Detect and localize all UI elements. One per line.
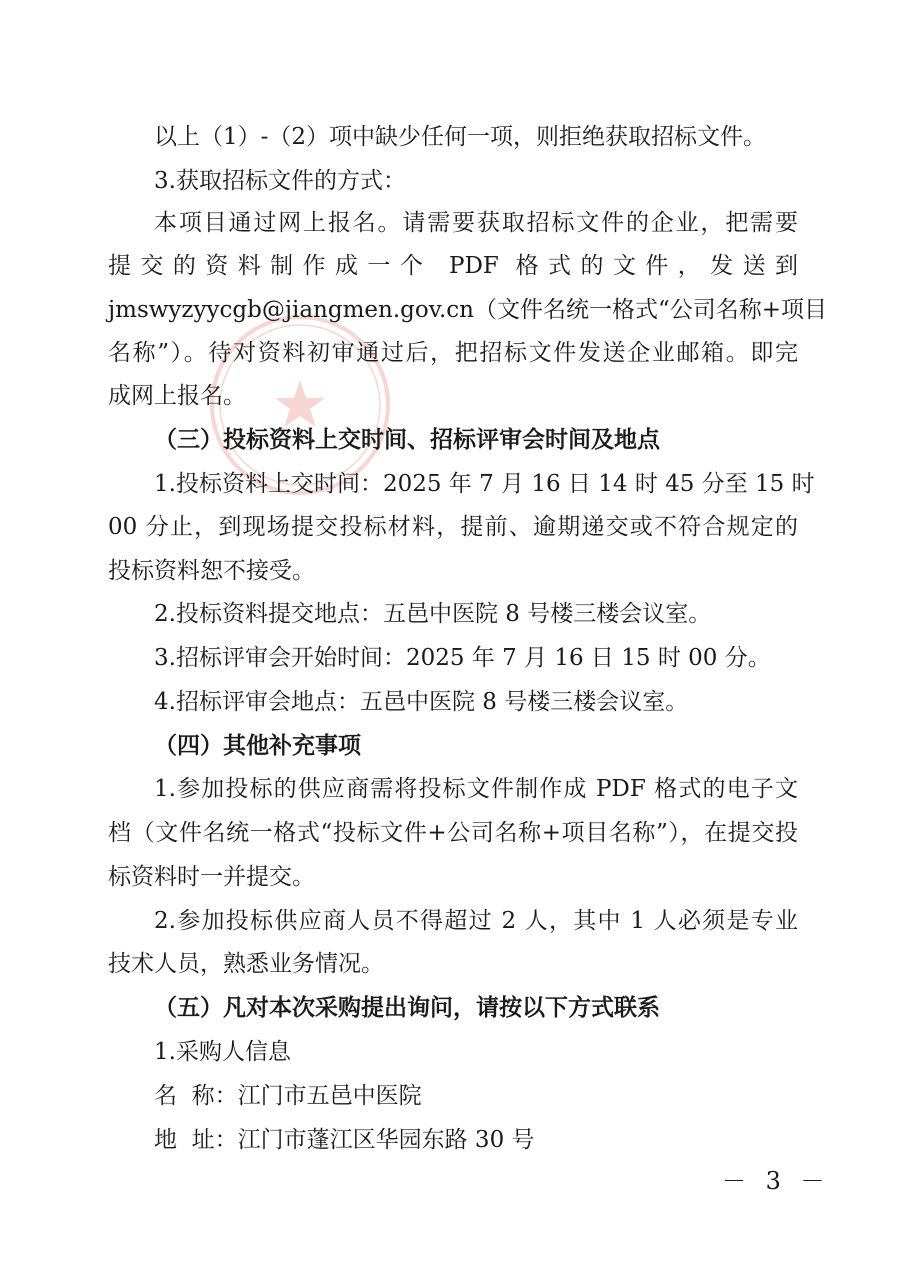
- item-1-submission-time-l3: 投标资料恕不接受。: [108, 558, 315, 584]
- supplement-item-1-l2: 档（文件名统一格式“投标文件+公司名称+项目名称”），在提交投: [108, 820, 798, 846]
- paragraph-online-registration-l4: 名称”）。待对资料初审通过后，把招标文件发送企业邮箱。即完: [108, 340, 798, 366]
- item-3-method-title: 3.获取招标文件的方式：: [154, 168, 406, 194]
- item-1-submission-time-l2: 00 分止，到现场提交投标材料，提前、逾期递交或不符合规定的: [108, 514, 798, 540]
- paragraph-online-registration-l5: 成网上报名。: [108, 383, 246, 409]
- purchaser-name: 名 称：江门市五邑中医院: [154, 1083, 422, 1109]
- section-4-heading: （四）其他补充事项: [154, 732, 361, 759]
- paragraph-online-registration-l3: jmswyzyycgb@jiangmen.gov.cn（文件名统一格式“公司名称+项目: [108, 297, 828, 323]
- supplement-item-2-l1: 2.参加投标供应商人员不得超过 2 人，其中 1 人必须是专业: [154, 908, 798, 934]
- page-number: － 3 －: [722, 1167, 831, 1195]
- supplement-item-2-l2: 技术人员，熟悉业务情况。: [108, 951, 384, 977]
- paragraph-requirement-note: 以上（1）-（2）项中缺少任何一项，则拒绝获取招标文件。: [154, 124, 767, 150]
- purchaser-address: 地 址：江门市蓬江区华园东路 30 号: [154, 1127, 535, 1153]
- item-3-review-start-time: 3.招标评审会开始时间：2025 年 7 月 16 日 15 时 00 分。: [154, 645, 771, 671]
- item-1-submission-time-l1: 1.投标资料上交时间：2025 年 7 月 16 日 14 时 45 分至 15 时: [154, 471, 815, 497]
- item-2-submission-location: 2.投标资料提交地点：五邑中医院 8 号楼三楼会议室。: [154, 601, 712, 627]
- paragraph-online-registration-l1: 本项目通过网上报名。请需要获取招标文件的企业，把需要: [154, 210, 798, 236]
- item-4-review-location: 4.招标评审会地点：五邑中医院 8 号楼三楼会议室。: [154, 689, 689, 715]
- supplement-item-1-l3: 标资料时一并提交。: [108, 864, 315, 890]
- section-5-heading: （五）凡对本次采购提出询问，请按以下方式联系: [154, 994, 660, 1021]
- paragraph-online-registration-l2: 提交的资料制作成一个 PDF 格式的文件，发送到: [108, 253, 798, 279]
- supplement-item-1-l1: 1.参加投标的供应商需将投标文件制作成 PDF 格式的电子文: [154, 776, 798, 802]
- purchaser-info-title: 1.采购人信息: [154, 1039, 291, 1065]
- section-3-heading: （三）投标资料上交时间、招标评审会时间及地点: [154, 426, 660, 453]
